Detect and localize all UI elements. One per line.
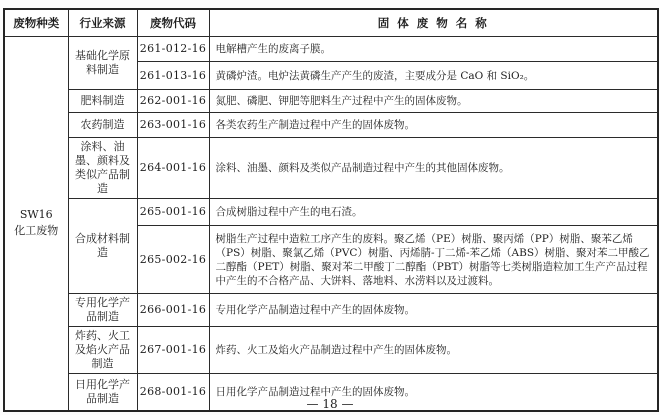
cell-waste-name: 黄磷炉渣。电炉法黄磷生产产生的废渣，主要成分是 CaO 和 SiO₂。 bbox=[209, 62, 658, 90]
cell-industry: 肥料制造 bbox=[68, 90, 137, 113]
table-row bbox=[4, 294, 658, 327]
cell-industry: 涂料、油墨、颜料及类似产品制造 bbox=[68, 138, 137, 199]
cell-code: 265-002-16 bbox=[137, 226, 209, 294]
cell-waste-name: 日用化学产品制造过程中产生的固体废物。 bbox=[209, 374, 658, 411]
cell-waste-name: 氮肥、磷肥、钾肥等肥料生产过程中产生的固体废物。 bbox=[209, 90, 658, 113]
cell-industry: 专用化学产品制造 bbox=[68, 294, 137, 327]
cell-industry: 合成材料制造 bbox=[68, 199, 137, 294]
col-header-waste-code: 废物代码 bbox=[137, 9, 209, 37]
table-row bbox=[4, 327, 658, 374]
table-row bbox=[4, 138, 658, 199]
cell-waste-name: 树脂生产过程中造粒工序产生的废料。聚乙烯（PE）树脂、聚丙烯（PP）树脂、聚苯乙烯（PS）树脂、聚氯乙烯（PVC）树脂、丙烯腈-丁二烯-苯乙烯（ABS）树脂、聚对苯二甲酸乙二醇酯（PET）树脂、聚对苯二甲酸丁二醇酯（PBT）树脂等七类树脂造粒加工生产产品过程中产生的不合格产品、大饼料、落地料、水涝料以及过渡料。 bbox=[209, 226, 658, 294]
col-header-waste-kind: 废物种类 bbox=[4, 9, 68, 37]
cell-code: 264-001-16 bbox=[137, 138, 209, 199]
solid-waste-table bbox=[3, 8, 659, 412]
cell-code: 267-001-16 bbox=[137, 327, 209, 374]
cell-industry: 基础化学原料制造 bbox=[68, 37, 137, 90]
cell-code: 268-001-16 bbox=[137, 374, 209, 411]
col-header-industry-source: 行业来源 bbox=[68, 9, 137, 37]
table-header-row bbox=[4, 9, 658, 37]
cell-waste-name: 电解槽产生的废离子膜。 bbox=[209, 37, 658, 62]
cell-code: 261-012-16 bbox=[137, 37, 209, 62]
page-number: — 18 — bbox=[306, 397, 354, 411]
table-row bbox=[4, 199, 658, 226]
cell-code: 263-001-16 bbox=[137, 113, 209, 138]
cell-waste-name: 合成树脂过程中产生的电石渣。 bbox=[209, 199, 658, 226]
cell-industry: 农药制造 bbox=[68, 113, 137, 138]
table-row bbox=[4, 90, 658, 113]
waste-category-code: SW16 bbox=[19, 208, 53, 222]
cell-waste-name: 专用化学产品制造过程中产生的固体废物。 bbox=[209, 294, 658, 327]
cell-code: 266-001-16 bbox=[137, 294, 209, 327]
cell-waste-name: 炸药、火工及焰火产品制造过程中产生的固体废物。 bbox=[209, 327, 658, 374]
cell-code: 265-001-16 bbox=[137, 199, 209, 226]
table-header bbox=[4, 9, 658, 37]
cell-waste-name: 涂料、油墨、颜料及类似产品制造过程中产生的其他固体废物。 bbox=[209, 138, 658, 199]
cell-waste-category bbox=[4, 37, 68, 411]
cell-code: 262-001-16 bbox=[137, 90, 209, 113]
col-header-waste-name: 固 体 废 物 名 称 bbox=[209, 9, 658, 37]
cell-code: 261-013-16 bbox=[137, 62, 209, 90]
waste-category-name: 化工废物 bbox=[14, 224, 59, 238]
cell-industry: 日用化学产品制造 bbox=[68, 374, 137, 411]
table-row bbox=[4, 113, 658, 138]
table-row bbox=[4, 37, 658, 62]
cell-waste-name: 各类农药生产制造过程中产生的固体废物。 bbox=[209, 113, 658, 138]
table-body bbox=[4, 37, 658, 411]
cell-industry: 炸药、火工及焰火产品制造 bbox=[68, 327, 137, 374]
